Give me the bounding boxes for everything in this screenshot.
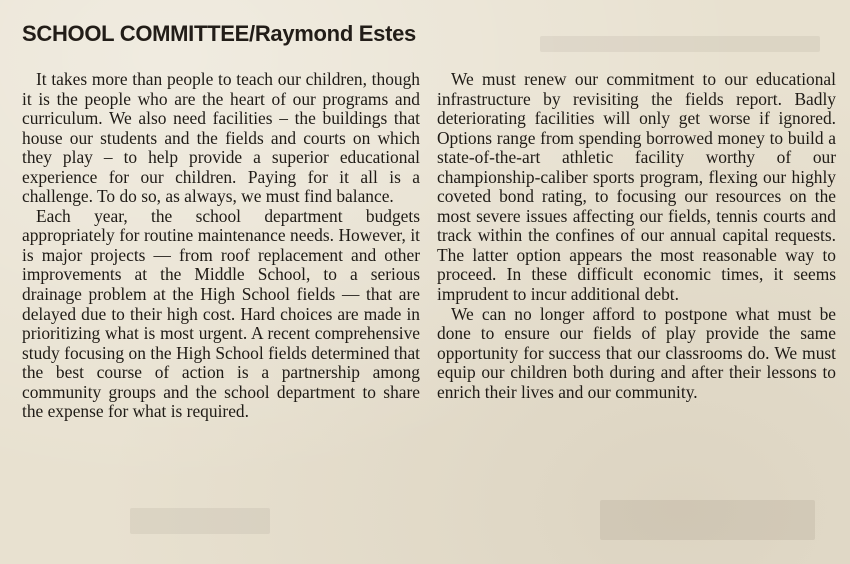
article-paragraph: Each year, the school department budgets appropriately for routine maintenance needs. However, it is major projects — from roof replacement and other improvements at the Middle School, to a serious drainage problem at the High School fields — that are delayed due to their high cost. Hard choices are made in prioritizing what is most urgent. A recent comprehensive study focusing on the High School fields determined that the best course of action is a partnership among community groups and the school department to share the expense for what is required. — [22, 205, 420, 422]
article-column-left — [22, 70, 420, 422]
print-bleed-through — [130, 508, 270, 534]
article-column-right — [437, 70, 836, 402]
article-paragraph: We must renew our commitment to our educational infrastructure by revisiting the fields report. Badly deteriorating facilities will only get worse if ignored. Options range from spending borrowed money to build a state-of-the-art athletic facility worthy of our championship-caliber sports program, flexing our highly coveted bond rating, to focusing our resources on the most severe issues affecting our fields, tennis courts and track within the confines of our annual capital requests. The latter option appears the most reasonable way to proceed. In these difficult economic times, it seems imprudent to incur additional debt. — [437, 69, 836, 305]
print-bleed-through — [540, 36, 820, 52]
print-bleed-through — [600, 500, 815, 540]
article-paragraph: We can no longer afford to postpone what must be done to ensure our fields of play provide the same opportunity for success that our classrooms do. We must equip our children both during and after their lessons to enrich their lives and our community. — [437, 303, 836, 402]
article-headline: SCHOOL COMMITTEE/Raymond Estes — [22, 21, 416, 46]
article-paragraph: It takes more than people to teach our children, though it is the people who are the heart of our programs and curriculum. We also need facilities – the buildings that house our students and the fields and courts on which they play – to help provide a superior educational experience for our children. Paying for it all is a challenge. To do so, as always, we must find balance. — [22, 69, 420, 207]
